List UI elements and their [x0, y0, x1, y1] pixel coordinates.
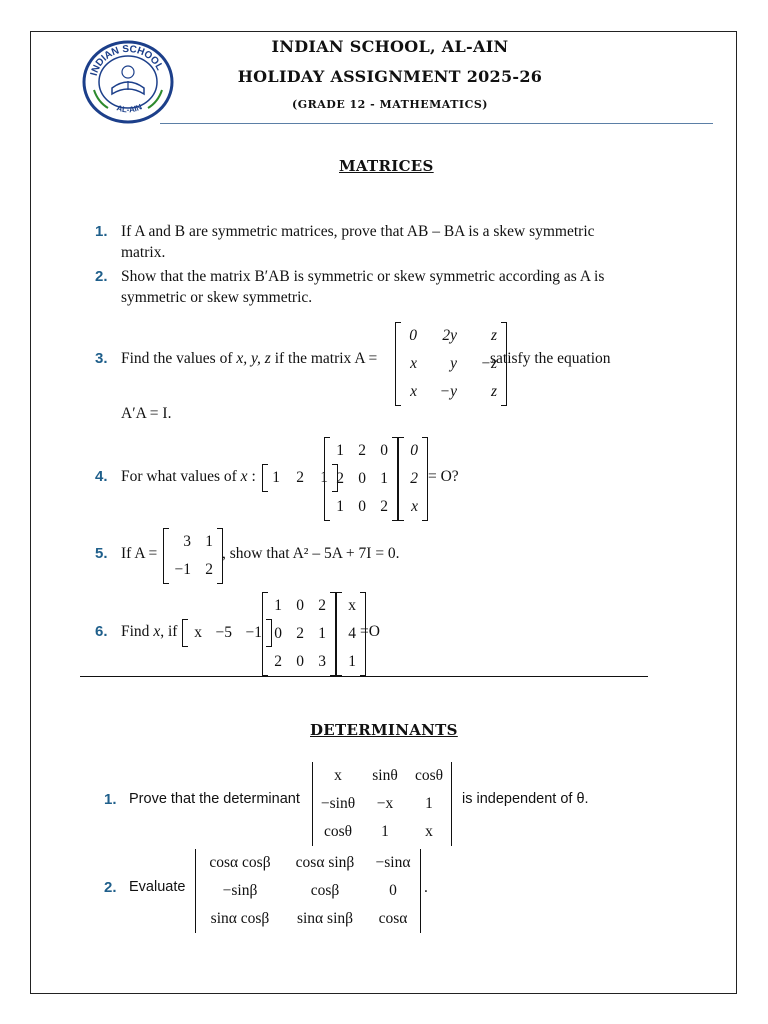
q6-row-grid — [188, 619, 266, 647]
q5-text-a: If A = — [121, 545, 158, 562]
q4-text-a: For what values of — [121, 468, 241, 485]
q4-col-vector — [398, 437, 428, 521]
matrix-entry: 3 — [318, 653, 326, 670]
q2-line1: Show that the matrix B′AB is symmetric or skew symmetric according as A is — [121, 268, 605, 285]
matrix-entry: cosα sinβ — [295, 854, 355, 871]
matrix-entry: 2y — [442, 327, 457, 344]
matrix-entry: 1 — [425, 795, 433, 812]
d1-text-b: is independent of θ. — [462, 791, 589, 807]
q2-number: 2. — [95, 268, 108, 285]
matrix-entry: z — [490, 327, 497, 344]
matrix-entry: x — [194, 624, 202, 641]
matrix-entry: 4 — [348, 625, 356, 642]
q6-text-a: Find — [121, 623, 154, 640]
d2-text-a: Evaluate — [129, 879, 186, 895]
matrix-entry: 1 — [274, 597, 282, 614]
matrix-entry: 0 — [358, 498, 366, 515]
matrix-entry: cosβ — [310, 882, 340, 899]
matrix-entry: cosθ — [323, 823, 353, 840]
q3-text — [121, 348, 377, 369]
matrix-entry: sinα cosβ — [210, 910, 270, 927]
matrices-q1 — [121, 221, 595, 263]
q6-row-vector — [182, 619, 272, 647]
grade-subtitle: (GRADE 12 - MATHEMATICS) — [292, 98, 488, 111]
q5-matrix — [163, 528, 223, 584]
q3-text-a: Find the values of — [121, 350, 237, 367]
q4-number: 4. — [95, 468, 108, 485]
matrix-entry: −y — [439, 383, 457, 400]
d1-number: 1. — [104, 791, 117, 808]
matrix-entry: 1 — [336, 442, 344, 459]
matrix-entry: 0 — [410, 442, 418, 459]
determinants-heading: DETERMINANTS — [310, 721, 458, 739]
matrix-entry: x — [411, 498, 418, 515]
q6-col-grid — [342, 592, 360, 676]
q3-equation: A′A = I. — [121, 405, 172, 422]
q6-text — [121, 621, 177, 642]
d1-determinant — [312, 762, 452, 846]
matrix-entry: 2 — [318, 597, 326, 614]
matrix-entry: −sinα — [375, 854, 411, 871]
matrix-entry: 2 — [296, 469, 304, 486]
q3-vars: x, y, z — [236, 350, 271, 367]
matrices-q2 — [121, 266, 604, 308]
matrix-entry: 3 — [183, 533, 191, 550]
matrix-entry: 1 — [318, 625, 326, 642]
matrix-entry: 2 — [358, 442, 366, 459]
q4-col-grid — [404, 437, 422, 521]
q4-matrix — [324, 437, 398, 521]
matrix-entry: x — [410, 383, 417, 400]
matrix-entry: −x — [376, 795, 394, 812]
q6-matrix — [262, 592, 336, 676]
q3-text-b: if the matrix A = — [270, 350, 378, 367]
q4-matrix-grid — [330, 437, 392, 521]
q4-tail: = O? — [428, 468, 459, 485]
matrix-entry: cosα cosβ — [209, 854, 271, 871]
matrix-entry: 2 — [274, 653, 282, 670]
matrix-entry: x — [410, 355, 417, 372]
q6-tail: =O — [360, 623, 380, 640]
q4-text-b: : — [247, 468, 256, 485]
matrix-entry: x — [334, 767, 342, 784]
matrix-entry: 2 — [296, 625, 304, 642]
matrix-entry: 1 — [320, 469, 328, 486]
matrix-entry: 1 — [348, 653, 356, 670]
matrix-entry: y — [450, 355, 457, 372]
school-logo — [82, 40, 174, 124]
q4-var: x — [240, 468, 248, 485]
matrix-entry: 0 — [380, 442, 388, 459]
matrix-entry: sinθ — [372, 767, 398, 784]
d2-number: 2. — [104, 879, 117, 896]
matrix-entry: 2 — [380, 498, 388, 515]
matrix-entry: 0 — [389, 882, 397, 899]
q4-text — [121, 466, 256, 487]
d1-text-a: Prove that the determinant — [129, 791, 300, 807]
matrix-entry: sinα sinβ — [296, 910, 354, 927]
matrix-entry: 1 — [336, 498, 344, 515]
matrix-entry: −1 — [245, 624, 262, 641]
school-name: INDIAN SCHOOL, AL-AIN — [271, 37, 509, 56]
svg-text:INDIAN SCHOOL: INDIAN SCHOOL — [88, 43, 165, 77]
matrix-entry: z — [490, 383, 497, 400]
q6-number: 6. — [95, 623, 108, 640]
q3-number: 3. — [95, 350, 108, 367]
assignment-title: HOLIDAY ASSIGNMENT 2025-26 — [237, 67, 543, 86]
matrix-entry: −sinβ — [222, 882, 258, 899]
matrix-entry: 2 — [336, 470, 344, 487]
matrix-entry: 0 — [358, 470, 366, 487]
matrix-entry: x — [425, 823, 433, 840]
q6-matrix-grid — [268, 592, 330, 676]
matrix-entry: 0 — [409, 327, 417, 344]
d2-determinant — [195, 849, 421, 933]
d2-tail: . — [424, 879, 428, 896]
svg-text:AL-AIN: AL-AIN — [115, 102, 144, 115]
matrix-entry: 0 — [274, 625, 282, 642]
matrices-heading: MATRICES — [339, 157, 434, 175]
d1-det-grid — [313, 762, 451, 846]
det-bar-right — [420, 849, 421, 933]
q3-text-c: satisfy the equation — [490, 350, 611, 367]
matrix-entry: −sinθ — [320, 795, 356, 812]
q4-row-grid — [268, 464, 332, 492]
matrix-entry: 1 — [380, 470, 388, 487]
matrix-entry: 0 — [296, 597, 304, 614]
header-divider — [160, 123, 713, 124]
matrix-entry: 1 — [381, 823, 389, 840]
matrix-entry: −1 — [174, 561, 191, 578]
matrix-entry: cosθ — [414, 767, 444, 784]
matrix-entry: 2 — [205, 561, 213, 578]
q6-text-b: , if — [160, 623, 178, 640]
matrix-entry: 1 — [272, 469, 280, 486]
matrix-entry: 1 — [205, 533, 213, 550]
q1-number: 1. — [95, 223, 108, 240]
matrix-entry: −z — [480, 355, 497, 372]
matrix-entry: x — [348, 597, 356, 614]
q5-number: 5. — [95, 545, 108, 562]
q1-line2: matrix. — [121, 244, 166, 261]
matrix-entry: −5 — [215, 624, 232, 641]
matrix-entry: 0 — [296, 653, 304, 670]
matrix-entry: 2 — [410, 470, 418, 487]
q3-matrix-grid — [401, 322, 501, 406]
d2-det-grid — [196, 849, 420, 933]
matrix-entry: cosα — [378, 910, 408, 927]
section-divider — [80, 676, 648, 677]
q5-matrix-grid — [169, 528, 217, 584]
q2-line2: symmetric or skew symmetric. — [121, 289, 313, 306]
q1-line1: If A and B are symmetric matrices, prove that AB – BA is a skew symmetric — [121, 223, 595, 240]
q5-text-b: , show that A² – 5A + 7I = 0. — [222, 545, 400, 562]
det-bar-right — [451, 762, 452, 846]
q6-var: x — [153, 623, 161, 640]
